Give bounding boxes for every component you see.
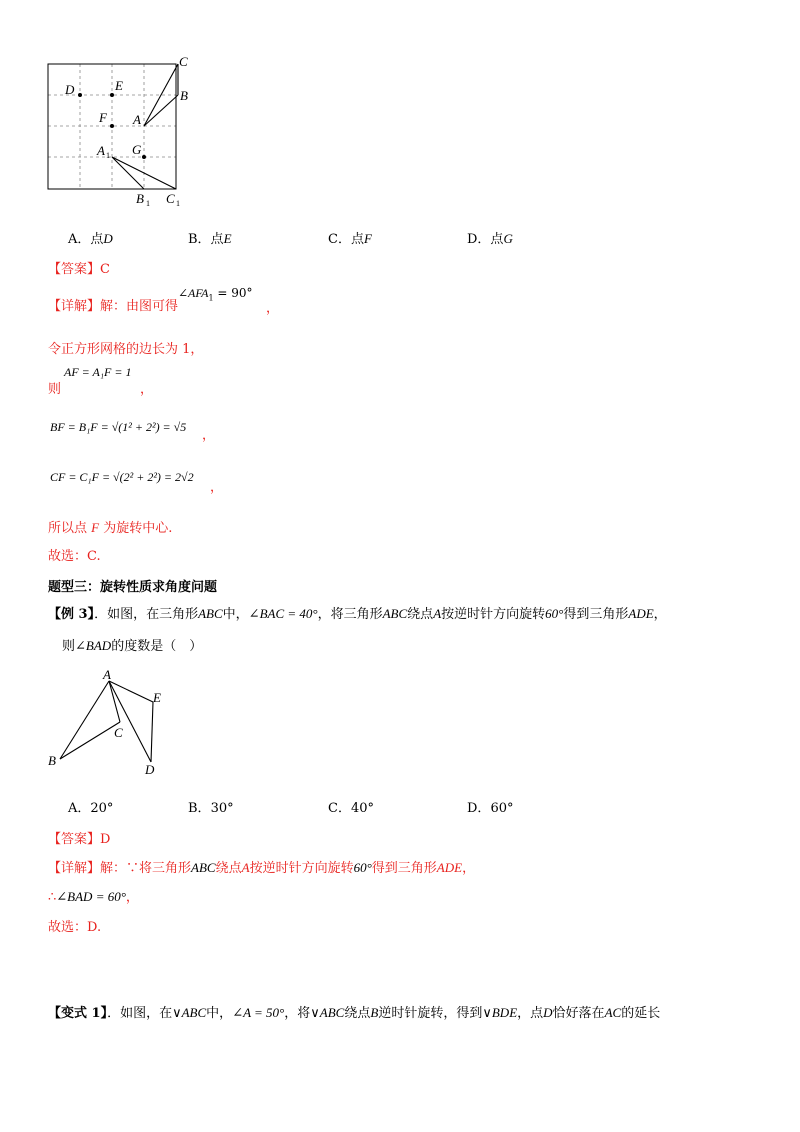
option-prefix: D．: [467, 801, 491, 816]
math: ∠BAC = 40°: [248, 606, 318, 621]
variant-tag: 【变式 1】: [48, 1006, 108, 1021]
text: ，点: [517, 1006, 544, 1021]
q1-option-b: [188, 228, 232, 247]
text: 绕点: [344, 1006, 371, 1021]
q1-detail-math1: [178, 286, 253, 302]
math: ADE: [436, 860, 463, 875]
text: 解：∵将三角形: [100, 861, 192, 876]
option-var: D: [103, 231, 113, 246]
label-A: A: [133, 112, 141, 127]
label-A1-sub: 1: [106, 151, 110, 160]
option-prefix: C．点: [328, 232, 364, 247]
q1-option-c: [328, 228, 372, 247]
option-var: G: [503, 231, 513, 246]
q2-detail-line1: [48, 857, 475, 876]
text: 得到三角形: [563, 607, 629, 622]
answer-value: D: [100, 832, 111, 847]
text: ，将三角形: [317, 607, 383, 622]
math: ABC: [382, 606, 408, 621]
option-var: F: [363, 231, 372, 246]
q2-option-b: [188, 797, 234, 816]
math: 60°: [353, 860, 372, 875]
q2-answer: [48, 828, 110, 847]
q1-option-a: [68, 228, 113, 247]
q1-detail-line3-math: AF = A₁F = 1: [64, 365, 132, 379]
text: 按逆时针方向旋转: [441, 607, 546, 622]
label-B1-sub: 1: [146, 199, 150, 208]
q1-detail-line5-math: CF = C₁F = √(2² + 2²) = 2√2: [50, 470, 194, 484]
angle-math: ∠AFA: [178, 286, 209, 300]
text: ，: [125, 890, 139, 905]
conclusion-a: 所以点: [48, 521, 88, 536]
math: ∨ABC: [310, 1005, 345, 1020]
example-tag: 【例 3】: [48, 607, 95, 622]
q1-detail-line3-prefix: 则: [48, 382, 62, 397]
text: 的度数是（ ）: [111, 639, 203, 654]
text: ，将: [284, 1006, 311, 1021]
option-value: 20°: [90, 801, 114, 816]
text: ，: [653, 607, 667, 622]
q1-detail-line6: [48, 517, 172, 536]
q1-answer: [48, 258, 110, 277]
label-B: B: [180, 88, 188, 103]
option-var: E: [223, 231, 232, 246]
math: A: [241, 860, 250, 875]
q1-detail-line1: [48, 295, 178, 314]
q2-option-c: [328, 797, 374, 816]
text: 的延长: [621, 1006, 661, 1021]
text: 恰好落在: [552, 1006, 605, 1021]
math: AC: [604, 1005, 622, 1020]
text: ．如图，在: [107, 1006, 173, 1021]
detail-text: 解：由图可得: [100, 299, 179, 314]
q1-option-d: [467, 228, 513, 247]
math: A: [433, 606, 442, 621]
text: 按逆时针方向旋转: [249, 861, 354, 876]
option-prefix: A．: [68, 801, 91, 816]
text: 中，: [222, 607, 249, 622]
math: B: [370, 1005, 379, 1020]
section-title: 题型三：旋转性质求角度问题: [48, 580, 218, 595]
label-G: G: [132, 142, 142, 157]
option-value: 30°: [210, 801, 234, 816]
q2-option-d: [467, 797, 513, 816]
angle-sub: 1: [208, 293, 214, 303]
math: ADE: [628, 606, 654, 621]
fig2-label-C: C: [114, 725, 123, 740]
angle-tail: = 90°: [213, 286, 253, 300]
variant1-line: [48, 1002, 660, 1021]
detail-tag: 【详解】: [48, 299, 101, 314]
option-value: 60°: [490, 801, 514, 816]
math: ∨ABC: [172, 1005, 207, 1020]
option-prefix: D．点: [467, 232, 504, 247]
fig2-label-B: B: [48, 753, 56, 768]
grid-figure: [40, 52, 210, 212]
option-prefix: C．: [328, 801, 351, 816]
text: 中，: [206, 1006, 233, 1021]
text: 绕点: [215, 861, 242, 876]
label-D: D: [65, 82, 75, 97]
label-C: C: [179, 54, 188, 69]
math: ∠BAD = 60°: [56, 889, 126, 904]
triangle-figure: [40, 665, 180, 780]
q1-detail-line5-punct: ，: [210, 480, 224, 495]
text: 绕点: [407, 607, 434, 622]
q1-detail-line2: 令正方形网格的边长为 1，: [48, 342, 204, 357]
label-B1: B: [136, 191, 144, 206]
q2-detail-line2: [48, 886, 139, 905]
answer-tag: 【答案】: [48, 832, 101, 847]
label-C1: C: [166, 191, 175, 206]
text: 则: [62, 639, 76, 654]
label-C1-sub: 1: [176, 199, 180, 208]
text: ，: [462, 861, 476, 876]
q1-detail-line4-math: BF = B₁F = √(1² + 2²) = √5: [50, 420, 187, 434]
q1-detail-line3-punct: ，: [140, 382, 154, 397]
option-value: 40°: [350, 801, 374, 816]
answer-tag: 【答案】: [48, 262, 101, 277]
answer-value: C: [100, 262, 110, 277]
math: ∠BAD: [75, 638, 112, 653]
fig2-label-E: E: [153, 690, 161, 705]
option-prefix: B．: [188, 801, 211, 816]
q1-detail-line7: 故选：C.: [48, 549, 101, 564]
detail-tag: 【详解】: [48, 861, 101, 876]
q1-detail-line4-punct: ，: [202, 428, 216, 443]
text: 逆时针旋转，得到: [378, 1006, 483, 1021]
text: ．如图，在三角形: [94, 607, 199, 622]
fig2-label-D: D: [145, 762, 155, 777]
example3-line1: [48, 603, 667, 622]
q2-detail-line3: 故选：D.: [48, 920, 102, 935]
label-F: F: [99, 110, 107, 125]
conclusion-var: F: [91, 520, 100, 535]
therefore-symbol: ∴: [48, 890, 57, 905]
text: 得到三角形: [371, 861, 437, 876]
label-A1: A: [97, 143, 105, 158]
math: ∠A = 50°: [232, 1005, 285, 1020]
math: ABC: [198, 606, 223, 621]
conclusion-b: 为旋转中心.: [103, 521, 173, 536]
math: D: [543, 1005, 553, 1020]
math: 60°: [545, 606, 564, 621]
label-E: E: [115, 78, 123, 93]
math: ∨BDE: [482, 1005, 518, 1020]
math: ABC: [191, 860, 216, 875]
option-prefix: B．点: [188, 232, 224, 247]
fig2-label-A: A: [103, 667, 111, 682]
q2-option-a: [68, 797, 113, 816]
example3-line2: [62, 635, 202, 654]
q1-detail-punct1: ，: [266, 301, 280, 316]
option-prefix: A．点: [68, 232, 104, 247]
